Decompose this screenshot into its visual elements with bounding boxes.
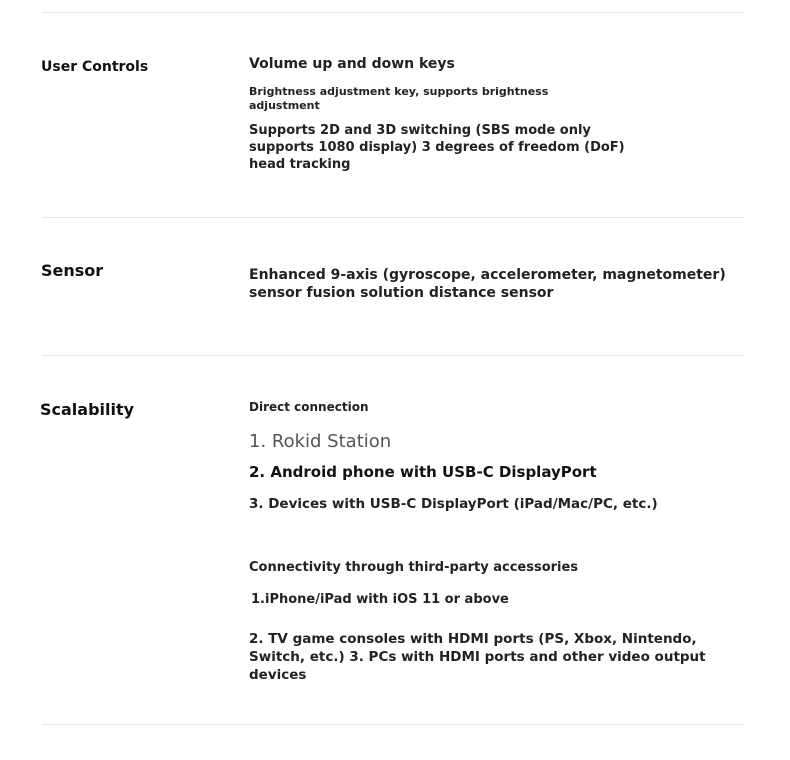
- section-scalability-label: Scalability: [40, 400, 135, 419]
- third-party-item-iphone: 1.iPhone/iPad with iOS 11 or above: [251, 592, 509, 607]
- user-controls-item-brightness: Brightness adjustment key, supports brightness adjustment: [249, 85, 549, 112]
- section-sensor-label: Sensor: [41, 261, 104, 280]
- user-controls-item-volume: Volume up and down keys: [249, 56, 455, 72]
- direct-item-android-phone: 2. Android phone with USB-C DisplayPort: [249, 463, 597, 481]
- third-party-heading: Connectivity through third-party accessories: [249, 560, 579, 575]
- direct-item-rokid-station: 1. Rokid Station: [249, 431, 392, 452]
- sensor-description: Enhanced 9-axis (gyroscope, accelerometer, magnetometer) sensor fusion solution distance sensor: [249, 267, 726, 301]
- divider-top: [42, 12, 744, 13]
- divider-bottom: [42, 724, 744, 725]
- divider-user-controls: [42, 217, 744, 218]
- third-party-item-tv-consoles: 2. TV game consoles with HDMI ports (PS, Xbox, Nintendo, Switch, etc.) 3. PCs with HDMI ports and other video output devices: [249, 631, 706, 683]
- direct-item-usb-c-devices: 3. Devices with USB-C DisplayPort (iPad/Mac/PC, etc.): [249, 496, 658, 512]
- divider-sensor: [42, 355, 744, 356]
- section-user-controls-label: User Controls: [41, 59, 149, 75]
- direct-connection-heading: Direct connection: [249, 400, 369, 414]
- user-controls-item-2d3d: Supports 2D and 3D switching (SBS mode only supports 1080 display) 3 degrees of freedom (DoF) head tracking: [249, 123, 625, 172]
